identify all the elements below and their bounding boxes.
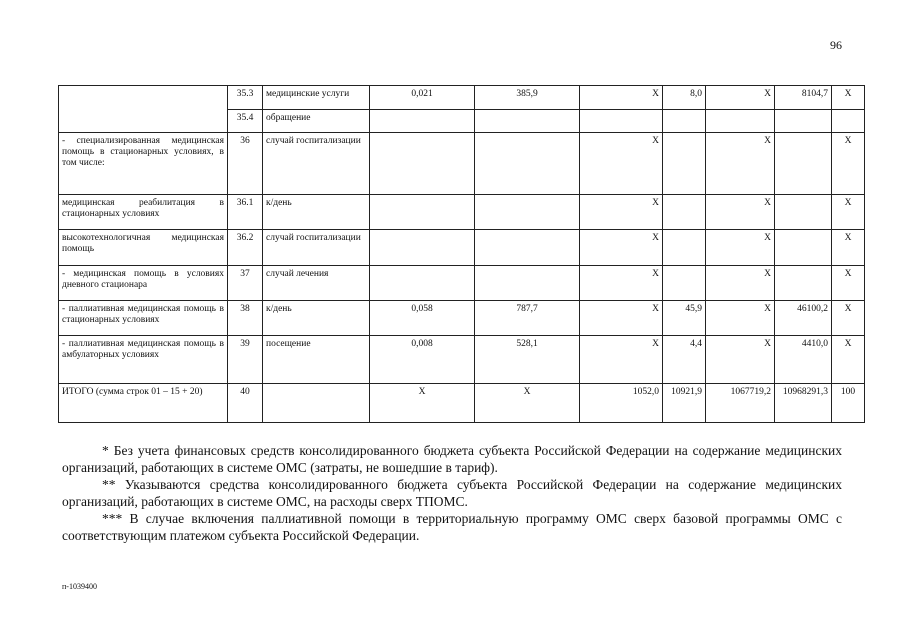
value-cell: Х bbox=[706, 195, 775, 230]
value-cell: 1052,0 bbox=[580, 384, 663, 423]
table-row bbox=[59, 195, 865, 230]
value-cell: Х bbox=[706, 301, 775, 336]
value-cell: 10921,9 bbox=[663, 384, 706, 423]
value-cell: Х bbox=[832, 86, 865, 110]
value-cell bbox=[475, 133, 580, 195]
footnote: *** В случае включения паллиативной помощи в территориальную программу ОМС сверх базовой программы ОМС с соответствующим платежом субъекта Российской Федерации. bbox=[62, 511, 842, 543]
value-cell: 8104,7 bbox=[775, 86, 832, 110]
unit-cell: случай госпитализации bbox=[263, 133, 370, 195]
value-cell: 10968291,3 bbox=[775, 384, 832, 423]
value-cell bbox=[475, 195, 580, 230]
value-cell: Х bbox=[475, 384, 580, 423]
row-number-cell: 36.2 bbox=[228, 230, 263, 266]
value-cell bbox=[663, 110, 706, 133]
value-cell bbox=[370, 110, 475, 133]
value-cell: Х bbox=[580, 195, 663, 230]
unit-cell: случай госпитализации bbox=[263, 230, 370, 266]
page-number: 96 bbox=[830, 38, 842, 52]
footnote: ** Указываются средства консолидированного бюджета субъекта Российской Федерации на содержание медицинских организаций, работающих в системе ОМС, на расходы сверх ТПОМС. bbox=[62, 477, 842, 509]
value-cell: 8,0 bbox=[663, 86, 706, 110]
value-cell bbox=[475, 110, 580, 133]
value-cell bbox=[663, 195, 706, 230]
value-cell: 4410,0 bbox=[775, 336, 832, 384]
row-number-cell: 36.1 bbox=[228, 195, 263, 230]
value-cell: 100 bbox=[832, 384, 865, 423]
unit-cell bbox=[263, 384, 370, 423]
value-cell bbox=[370, 266, 475, 301]
value-cell: 46100,2 bbox=[775, 301, 832, 336]
unit-cell: случай лечения bbox=[263, 266, 370, 301]
unit-cell: обращение bbox=[263, 110, 370, 133]
financing-table bbox=[58, 85, 865, 423]
value-cell: Х bbox=[580, 266, 663, 301]
row-number-cell: 38 bbox=[228, 301, 263, 336]
footnotes bbox=[62, 442, 842, 544]
row-name-cell: ИТОГО (сумма строк 01 – 15 + 20) bbox=[59, 384, 228, 423]
value-cell: 0,021 bbox=[370, 86, 475, 110]
value-cell: Х bbox=[706, 336, 775, 384]
value-cell: Х bbox=[580, 86, 663, 110]
footnote: * Без учета финансовых средств консолидированного бюджета субъекта Российской Федерации на содержание медицинских организаций, работающих в системе ОМС (затраты, не вошедшие в тариф). bbox=[62, 443, 842, 475]
value-cell bbox=[775, 133, 832, 195]
row-name-cell: - паллиативная медицинская помощь в амбулаторных условиях bbox=[59, 336, 228, 384]
value-cell bbox=[370, 230, 475, 266]
value-cell: Х bbox=[370, 384, 475, 423]
unit-cell: посещение bbox=[263, 336, 370, 384]
value-cell: 1067719,2 bbox=[706, 384, 775, 423]
value-cell bbox=[663, 133, 706, 195]
unit-cell: к/день bbox=[263, 195, 370, 230]
value-cell: 45,9 bbox=[663, 301, 706, 336]
value-cell bbox=[475, 266, 580, 301]
row-number-cell: 35.3 bbox=[228, 86, 263, 110]
unit-cell: к/день bbox=[263, 301, 370, 336]
table-row bbox=[59, 336, 865, 384]
value-cell: Х bbox=[706, 230, 775, 266]
document-code: п-1039400 bbox=[62, 582, 97, 591]
value-cell: 0,058 bbox=[370, 301, 475, 336]
value-cell: 385,9 bbox=[475, 86, 580, 110]
row-number-cell: 40 bbox=[228, 384, 263, 423]
value-cell: 528,1 bbox=[475, 336, 580, 384]
value-cell bbox=[775, 230, 832, 266]
table-row bbox=[59, 133, 865, 195]
value-cell: Х bbox=[706, 133, 775, 195]
value-cell: Х bbox=[706, 266, 775, 301]
value-cell bbox=[370, 133, 475, 195]
row-name-cell: - специализированная медицинская помощь в стационарных условиях, в том числе: bbox=[59, 133, 228, 195]
value-cell bbox=[580, 110, 663, 133]
row-name-cell: медицинская реабилитация в стационарных условиях bbox=[59, 195, 228, 230]
value-cell: Х bbox=[832, 301, 865, 336]
row-name-cell bbox=[59, 86, 228, 133]
row-name-cell: - паллиативная медицинская помощь в стационарных условиях bbox=[59, 301, 228, 336]
value-cell bbox=[663, 230, 706, 266]
row-number-cell: 37 bbox=[228, 266, 263, 301]
value-cell bbox=[663, 266, 706, 301]
value-cell: Х bbox=[580, 230, 663, 266]
value-cell: Х bbox=[832, 230, 865, 266]
value-cell: Х bbox=[832, 195, 865, 230]
table-row bbox=[59, 266, 865, 301]
row-name-cell: - медицинская помощь в условиях дневного стационара bbox=[59, 266, 228, 301]
row-name-cell: высокотехнологичная медицинская помощь bbox=[59, 230, 228, 266]
table-row bbox=[59, 230, 865, 266]
row-number-cell: 35.4 bbox=[228, 110, 263, 133]
value-cell: Х bbox=[580, 336, 663, 384]
value-cell: 4,4 bbox=[663, 336, 706, 384]
value-cell: 787,7 bbox=[475, 301, 580, 336]
value-cell bbox=[370, 195, 475, 230]
table-row-total bbox=[59, 384, 865, 423]
row-number-cell: 39 bbox=[228, 336, 263, 384]
value-cell bbox=[775, 110, 832, 133]
value-cell: Х bbox=[832, 133, 865, 195]
table-row bbox=[59, 86, 865, 110]
row-number-cell: 36 bbox=[228, 133, 263, 195]
value-cell bbox=[832, 110, 865, 133]
unit-cell: медицинские услуги bbox=[263, 86, 370, 110]
value-cell: Х bbox=[832, 266, 865, 301]
value-cell bbox=[775, 195, 832, 230]
value-cell: Х bbox=[580, 133, 663, 195]
value-cell bbox=[475, 230, 580, 266]
table-row bbox=[59, 301, 865, 336]
value-cell bbox=[706, 110, 775, 133]
value-cell: 0,008 bbox=[370, 336, 475, 384]
value-cell: Х bbox=[580, 301, 663, 336]
value-cell: Х bbox=[706, 86, 775, 110]
value-cell bbox=[775, 266, 832, 301]
value-cell: Х bbox=[832, 336, 865, 384]
